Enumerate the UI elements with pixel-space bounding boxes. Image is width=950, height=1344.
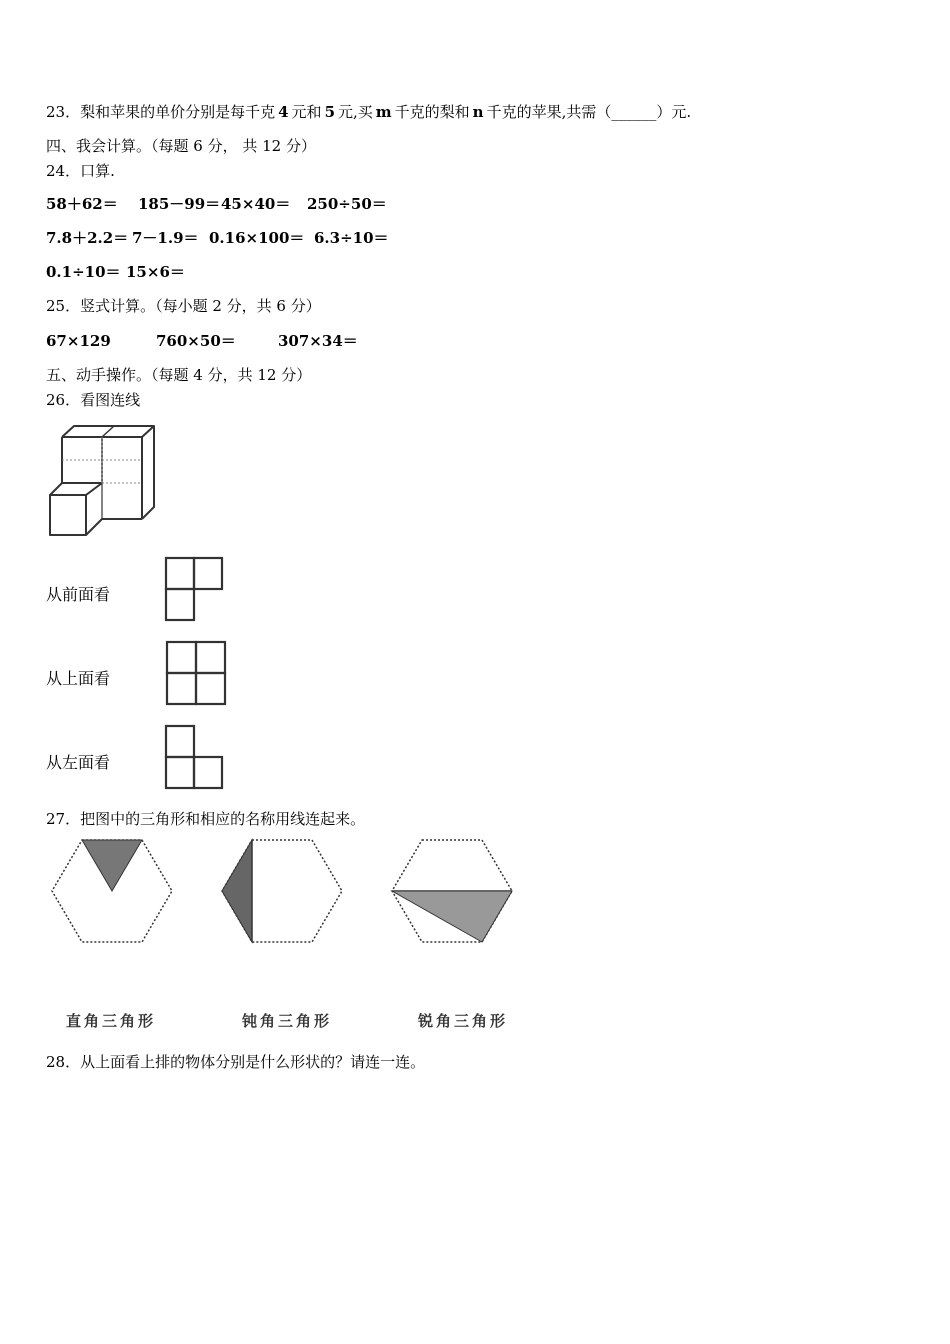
answer-blank[interactable]: ______	[611, 103, 657, 121]
calc-item: 15×6＝	[126, 263, 185, 281]
variable-m: m	[375, 103, 392, 121]
question-28-title: 28．从上面看上排的物体分别是什么形状的？请连一连。	[46, 1053, 426, 1071]
view-label-top: 从上面看	[46, 669, 111, 688]
question-24-title: 24．口算.	[46, 162, 115, 180]
calc-item: 760×50＝	[156, 332, 236, 350]
vertical-calc-row	[46, 331, 358, 351]
question-27-title: 27．把图中的三角形和相应的名称用线连起来。	[46, 810, 366, 828]
mental-math-row-1	[46, 194, 387, 214]
calc-item: 185－99＝	[138, 195, 221, 213]
question-25-title: 25．竖式计算。（每小题 2 分，共 6 分）	[46, 297, 321, 315]
question-23	[46, 102, 691, 122]
calc-item: 7－1.9＝	[132, 229, 199, 247]
calc-item: 7.8＋2.2＝	[46, 229, 129, 247]
label-acute-triangle: 锐角三角形	[418, 1012, 509, 1030]
hexagon-acute-triangle-figure	[390, 838, 515, 946]
view-label-front: 从前面看	[46, 585, 111, 604]
calc-item: 45×40＝	[221, 195, 291, 213]
shaded-triangle	[392, 891, 512, 942]
question-26-title: 26．看图连线	[46, 391, 141, 409]
front-view-shape	[164, 556, 224, 622]
question-text: 元,买	[338, 103, 373, 121]
question-text: ）元.	[656, 103, 692, 121]
calc-item: 0.16×100＝	[209, 229, 305, 247]
label-right-triangle: 直角三角形	[66, 1012, 157, 1030]
calc-item: 0.1÷10＝	[46, 263, 121, 281]
question-text: 元和	[291, 103, 322, 121]
left-view-shape	[164, 724, 224, 790]
label-obtuse-triangle: 钝角三角形	[242, 1012, 333, 1030]
calc-item: 67×129	[46, 332, 111, 350]
calc-item: 307×34＝	[278, 332, 358, 350]
question-number: 23．	[46, 103, 81, 121]
shaded-triangle	[82, 840, 142, 891]
section-5-title: 五、动手操作。（每题 4 分，共 12 分）	[46, 366, 312, 384]
calc-item: 250÷50＝	[307, 195, 387, 213]
shaded-triangle	[222, 840, 252, 942]
calc-item: 58＋62＝	[46, 195, 118, 213]
variable-n: n	[472, 103, 484, 121]
hexagon-right-triangle-figure	[50, 838, 175, 946]
top-view-shape	[165, 640, 227, 706]
mental-math-row-3	[46, 262, 185, 282]
section-4-title: 四、我会计算。（每题 6 分， 共 12 分）	[46, 137, 316, 155]
question-text: 梨和苹果的单价分别是每千克	[80, 103, 276, 121]
calc-item: 6.3÷10＝	[314, 229, 389, 247]
cube-stack-figure	[46, 423, 166, 543]
number-value: 4	[278, 103, 289, 121]
number-value: 5	[324, 103, 335, 121]
question-text: 千克的苹果,共需（	[486, 103, 612, 121]
hexagon-obtuse-triangle-figure	[220, 838, 345, 946]
view-label-left: 从左面看	[46, 753, 111, 772]
question-text: 千克的梨和	[394, 103, 470, 121]
mental-math-row-2	[46, 228, 389, 248]
